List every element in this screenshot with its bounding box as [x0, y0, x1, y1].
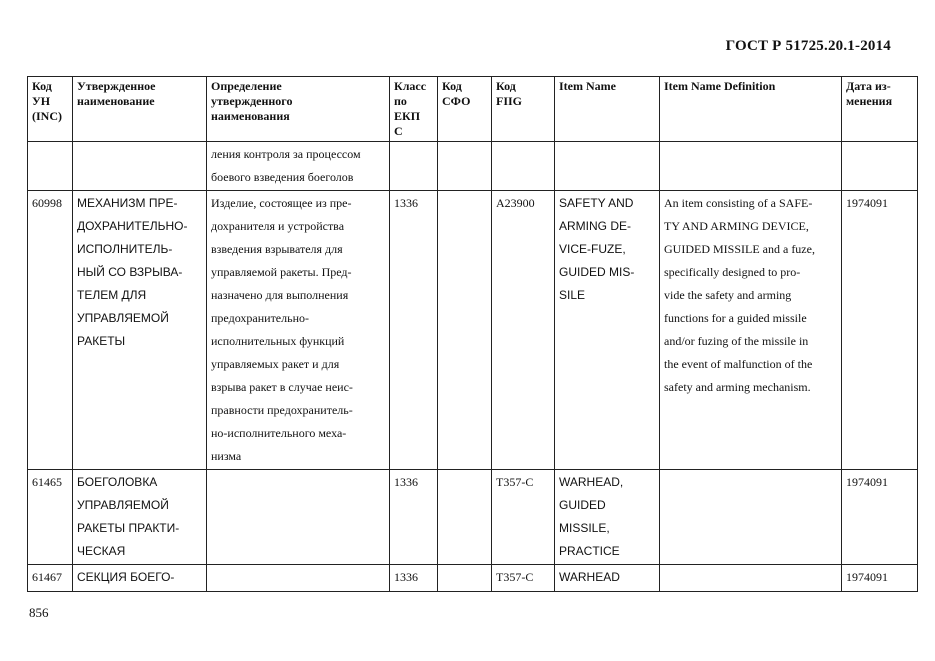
cell-definition: Изделие, состоящее из пре- дохранителя и устройства взведения взрывателя для управляемой ракеты. Пред- назначено для выполнения предохранительно- исполнительных функций управляемых ракет и для взрыва ракет в случае неис- правности предохранитель- но-исполнительного меха- низма — [207, 191, 390, 470]
col-header-change-date: Дата из- менения — [842, 77, 918, 142]
cell-approved-name: МЕХАНИЗМ ПРЕ- ДОХРАНИТЕЛЬНО- ИСПОЛНИТЕЛЬ- НЫЙ СО ВЗРЫВА- ТЕЛЕМ ДЛЯ УПРАВЛЯЕМОЙ РАКЕТЫ — [73, 191, 207, 470]
table-row — [28, 191, 918, 470]
col-header-item-name: Item Name — [555, 77, 660, 142]
cell-change-date: 1974091 — [842, 565, 918, 592]
cell-class: 1336 — [390, 470, 438, 565]
table-header-row — [28, 77, 918, 142]
cell-item-name: WARHEAD, GUIDED MISSILE, PRACTICE — [555, 470, 660, 565]
cell-sfo — [438, 142, 492, 191]
col-header-sfo: Код СФО — [438, 77, 492, 142]
cell-item-name: WARHEAD — [555, 565, 660, 592]
cell-inc: 60998 — [28, 191, 73, 470]
cell-item-definition — [660, 142, 842, 191]
cell-class: 1336 — [390, 191, 438, 470]
cell-inc: 61467 — [28, 565, 73, 592]
cell-fiig — [492, 142, 555, 191]
cell-inc: 61465 — [28, 470, 73, 565]
col-header-fiig: Код FIIG — [492, 77, 555, 142]
col-header-class: Класс по ЕКП С — [390, 77, 438, 142]
cell-class: 1336 — [390, 565, 438, 592]
cell-approved-name: СЕКЦИЯ БОЕГО- — [73, 565, 207, 592]
cell-sfo — [438, 191, 492, 470]
cell-item-definition: An item consisting of a SAFE- TY AND ARMING DEVICE, GUIDED MISSILE and a fuze, specifically designed to pro- vide the safety and arming functions for a guided missile and/or fuzing of the missile in the event of malfunction of the safety and arming mechanism. — [660, 191, 842, 470]
col-header-approved-name: Утвержденное наименование — [73, 77, 207, 142]
cell-change-date: 1974091 — [842, 191, 918, 470]
col-header-item-definition: Item Name Definition — [660, 77, 842, 142]
cell-fiig: T357-C — [492, 565, 555, 592]
cell-item-definition — [660, 565, 842, 592]
cell-definition — [207, 470, 390, 565]
page-number: 856 — [29, 605, 49, 620]
cell-approved-name — [73, 142, 207, 191]
col-header-definition: Определение утвержденного наименования — [207, 77, 390, 142]
cell-class — [390, 142, 438, 191]
cell-fiig: T357-C — [492, 470, 555, 565]
cell-sfo — [438, 470, 492, 565]
table-row — [28, 565, 918, 592]
cell-inc — [28, 142, 73, 191]
cell-approved-name: БОЕГОЛОВКА УПРАВЛЯЕМОЙ РАКЕТЫ ПРАКТИ- ЧЕСКАЯ — [73, 470, 207, 565]
cell-definition: ления контроля за процессом боевого взведения боеголов — [207, 142, 390, 191]
table-row — [28, 470, 918, 565]
cell-change-date — [842, 142, 918, 191]
standard-code: ГОСТ Р 51725.20.1-2014 — [725, 38, 891, 54]
table-row — [28, 142, 918, 191]
cell-item-definition — [660, 470, 842, 565]
cell-fiig: A23900 — [492, 191, 555, 470]
cell-sfo — [438, 565, 492, 592]
cell-item-name — [555, 142, 660, 191]
col-header-inc: Код УН (INC) — [28, 77, 73, 142]
cell-item-name: SAFETY AND ARMING DE- VICE-FUZE, GUIDED MIS- SILE — [555, 191, 660, 470]
catalog-table — [27, 76, 918, 592]
cell-definition — [207, 565, 390, 592]
cell-change-date: 1974091 — [842, 470, 918, 565]
